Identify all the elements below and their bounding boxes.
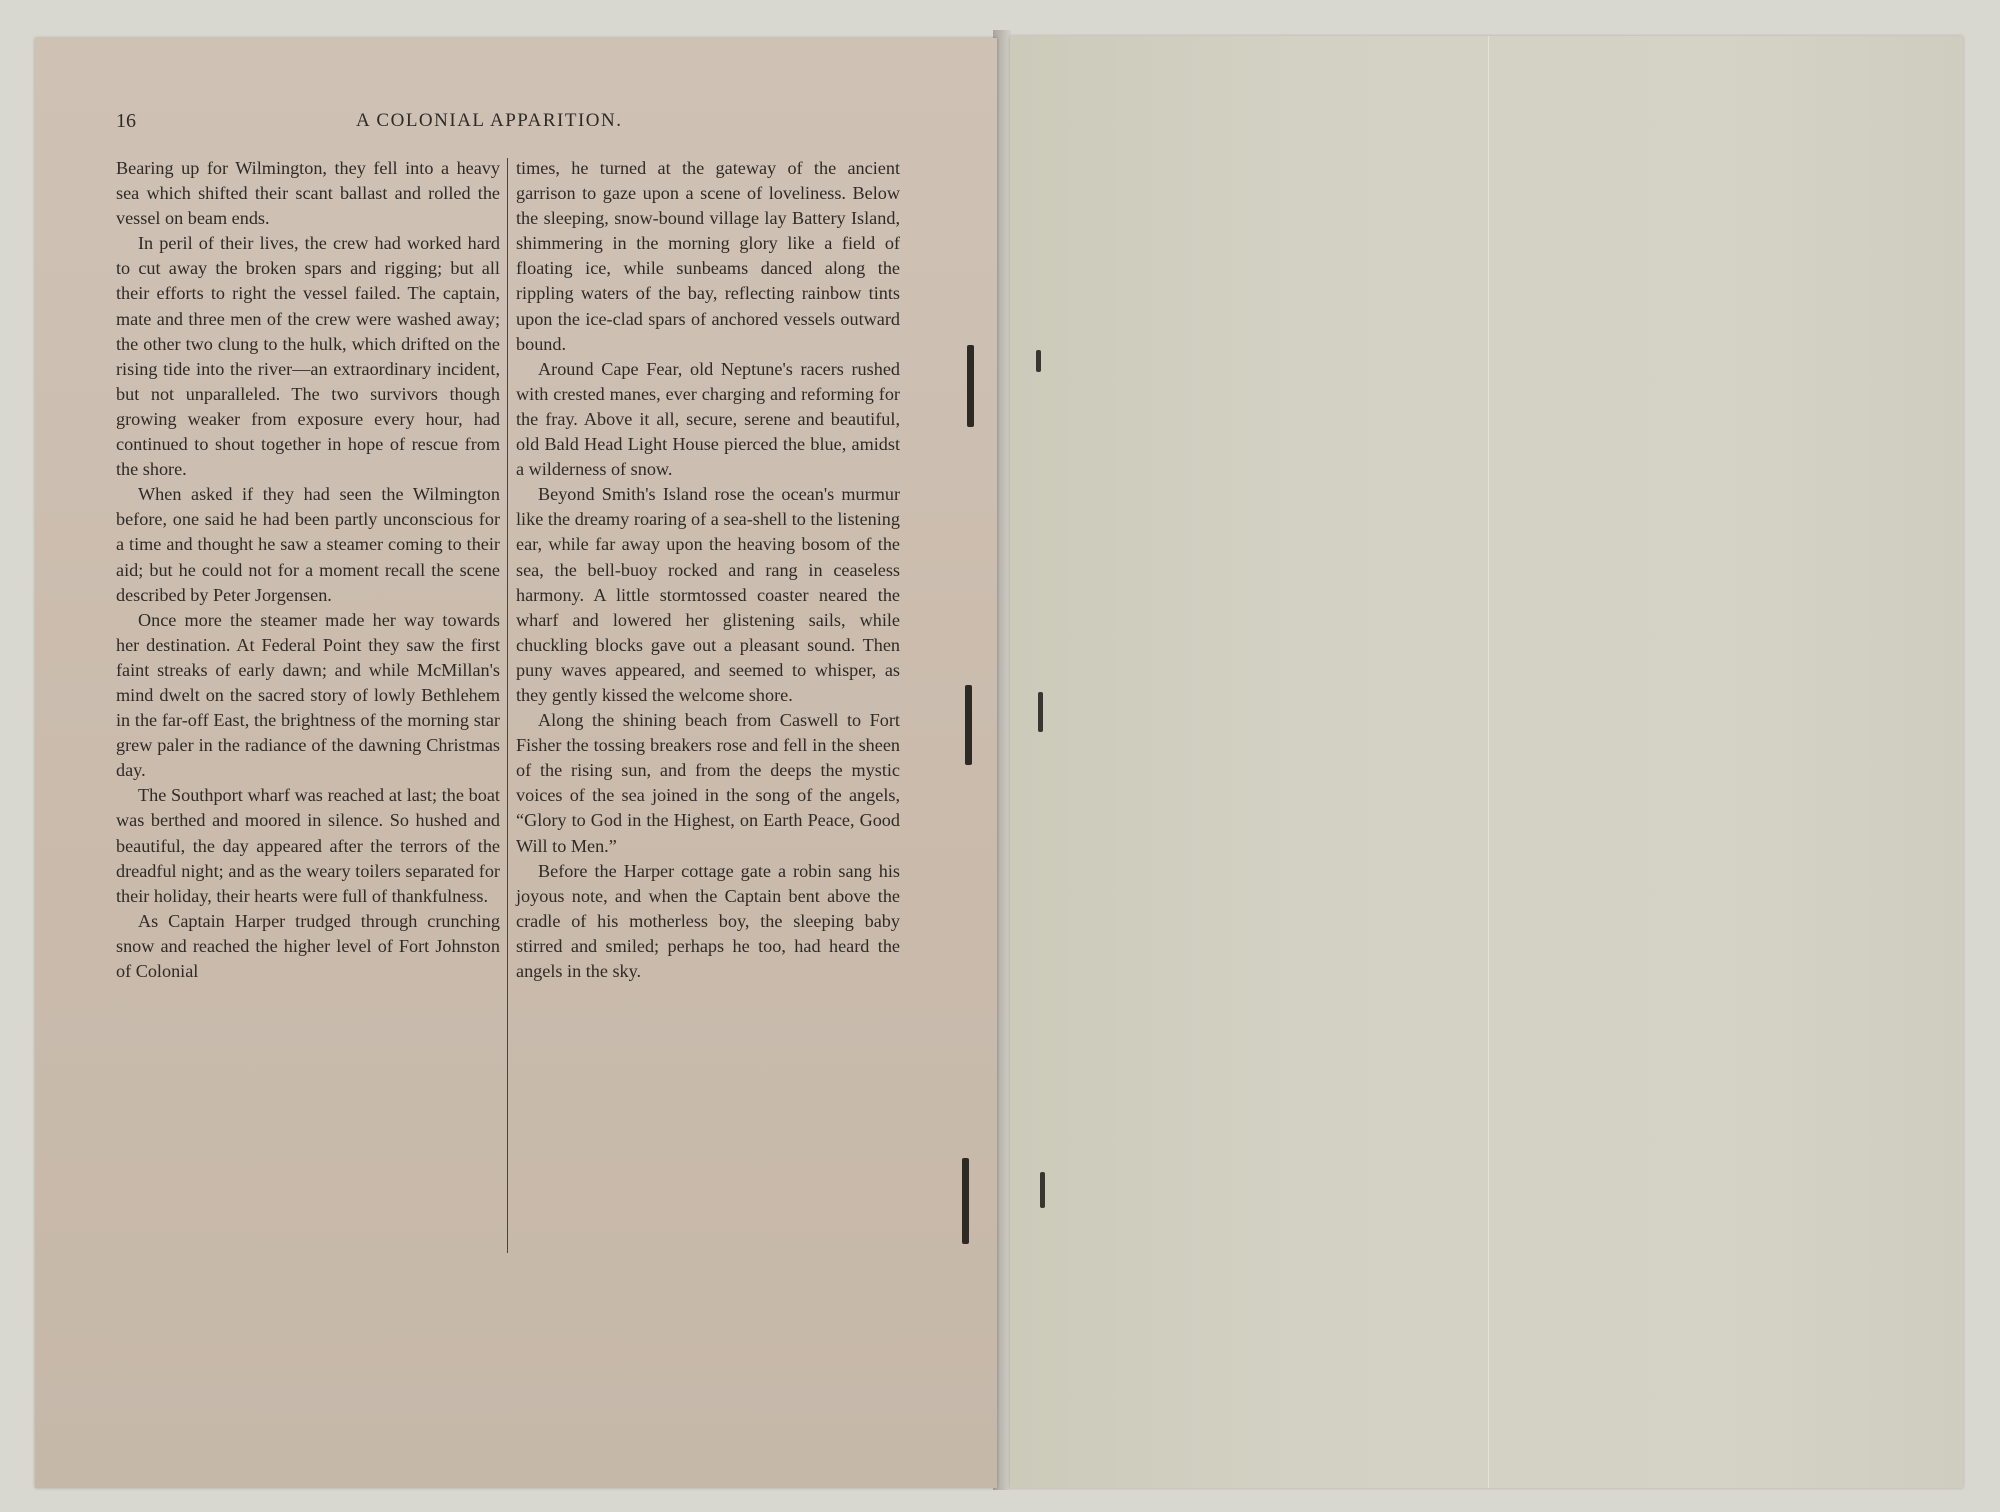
paragraph: As Captain Harper trudged through crunching snow and reached the higher level of Fort Johnston of Colonial [116,910,500,981]
paragraph: Around Cape Fear, old Neptune's racers rushed with crested manes, ever charging and reforming for the fray. Above it all, secure, serene and beautiful, old Bald Head Light House pierced the blue, amidst a wilderness of snow. [516,358,900,480]
paragraph: Beyond Smith's Island rose the ocean's murmur like the dreamy roaring of a sea-shell to the listening ear, while far away upon the heaving bosom of the sea, the bell-buoy rocked and rang in ceaseless harmony. A little stormtossed coaster neared the wharf and lowered her glistening sails, while chuckling blocks gave out a pleasant sound. Then puny waves appeared, and seemed to whisper, as they gently kissed the welcome shore. [516,484,900,705]
staple [1038,692,1043,732]
right-text-column [516,156,900,984]
column-divider [507,158,508,1253]
paragraph: Along the shining beach from Caswell to Fort Fisher the tossing breakers rose and fell in the sheen of the rising sun, and from the deeps the mystic voices of the sea joined in the song of the angels, “Glory to God in the Highest, on Earth Peace, Good Will to Men.” [516,710,900,856]
staple [965,685,972,765]
paragraph: Before the Harper cottage gate a robin sang his joyous note, and when the Captain bent above the cradle of his motherless boy, the sleeping baby stirred and smiled; perhaps he too, had heard the angels in the sky. [516,860,900,981]
paragraph: times, he turned at the gateway of the ancient garrison to gaze upon a scene of loveliness. Below the sleeping, snow-bound village lay Battery Island, shimmering in the morning glory like a field of floating ice, while sunbeams danced along the rippling waters of the bay, reflecting rainbow tints upon the ice-clad spars of anchored vessels outward bound. [516,158,900,354]
fold-crease [1488,36,1489,1488]
page-number: 16 [116,110,136,132]
right-page [1010,36,1963,1488]
running-title: A COLONIAL APPARITION. [356,110,623,131]
page-header [116,110,956,140]
paragraph: Bearing up for Wilmington, they fell into a heavy sea which shifted their scant ballast and rolled the vessel on beam ends. [116,158,500,229]
paragraph: In peril of their lives, the crew had worked hard to cut away the broken spars and rigging; but all their efforts to right the vessel failed. The captain, mate and three men of the crew were washed away; the other two clung to the hulk, which drifted on the rising tide into the river—an extraordinary incident, but not unparalleled. The two survivors though growing weaker from exposure every hour, had continued to shout together in hope of rescue from the shore. [116,233,500,480]
left-text-column [116,156,500,984]
paragraph: Once more the steamer made her way towards her destination. At Federal Point they saw the first faint streaks of early dawn; and while McMillan's mind dwelt on the sacred story of lowly Bethlehem in the far-off East, the brightness of the morning star grew paler in the radiance of the dawning Christmas day. [116,609,500,781]
staple [1036,350,1041,372]
staple [967,345,974,427]
staple [962,1158,969,1244]
staple [1040,1172,1045,1208]
paragraph: When asked if they had seen the Wilmington before, one said he had been partly unconscious for a time and thought he saw a steamer coming to their aid; but he could not for a moment recall the scene described by Peter Jorgensen. [116,484,500,605]
paragraph: The Southport wharf was reached at last; the boat was berthed and moored in silence. So hushed and beautiful, the day appeared after the terrors of the dreadful night; and as the weary toilers separated for their holiday, their hearts were full of thankfulness. [116,785,500,906]
